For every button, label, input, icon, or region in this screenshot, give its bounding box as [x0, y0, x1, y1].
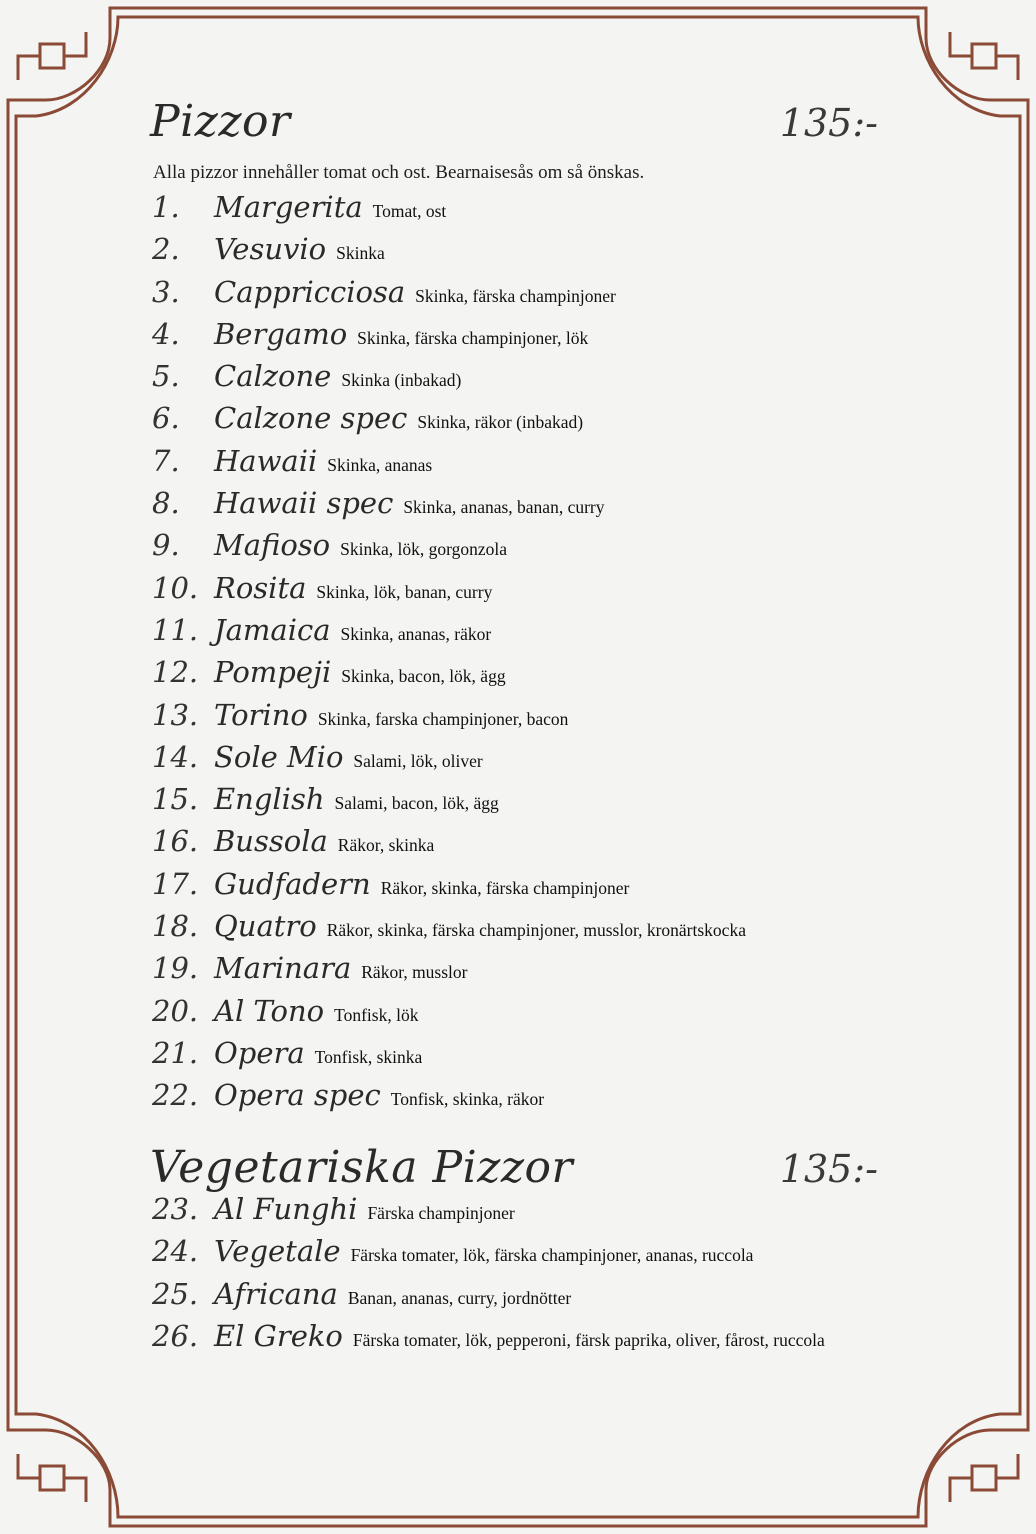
menu-item [152, 571, 912, 613]
item-name: Hawaii [214, 443, 318, 478]
item-number: 17. [152, 866, 199, 901]
item-number: 24. [152, 1234, 199, 1269]
item-number: 22. [152, 1078, 199, 1113]
item-name: Mafioso [214, 528, 331, 563]
item-description: Salami, lök, oliver [353, 750, 483, 771]
vegetariska-title: Vegetariska Pizzor [150, 1142, 574, 1193]
menu-item [152, 444, 912, 486]
item-name: Marinara [214, 951, 352, 986]
item-name: Sole Mio [214, 739, 344, 774]
item-name: Al Tono [214, 993, 325, 1028]
item-name: Pompeji [214, 655, 332, 690]
menu-item [152, 613, 912, 655]
item-description: Räkor, skinka, färska champinjoner [380, 877, 630, 898]
item-number: 25. [152, 1276, 199, 1311]
menu-item [152, 994, 912, 1036]
item-description: Skinka, lök, banan, curry [316, 581, 493, 602]
item-description: Räkor, musslor [361, 962, 468, 983]
item-description: Tonfisk, skinka [314, 1046, 423, 1067]
item-name: Calzone [214, 359, 332, 394]
menu-item [152, 698, 912, 740]
item-number: 12. [152, 655, 199, 690]
item-description: Skinka, färska champinjoner [415, 285, 616, 306]
item-description: Skinka, färska champinjoner, lök [357, 327, 589, 348]
item-description: Skinka, ananas, banan, curry [403, 497, 605, 518]
item-name: Quatro [214, 909, 317, 944]
item-name: Gudfadern [214, 866, 371, 901]
item-description: Tonfisk, skinka, räkor [390, 1089, 545, 1110]
item-name: Opera [214, 1035, 305, 1070]
item-number: 5. [152, 359, 180, 394]
menu-item [152, 740, 912, 782]
menu-item [152, 190, 912, 232]
item-name: Opera spec [214, 1078, 381, 1113]
menu-item [152, 655, 912, 697]
item-number: 10. [152, 570, 199, 605]
item-name: Bussola [214, 824, 328, 859]
item-description: Färska champinjoner [367, 1203, 515, 1223]
item-description: Salami, bacon, lök, ägg [334, 793, 499, 814]
menu-item [152, 1078, 912, 1120]
item-description: Skinka, farska champinjoner, bacon [317, 708, 569, 729]
vegetariska-header [150, 1142, 890, 1193]
item-description: Färska tomater, lök, pepperoni, färsk paprika, oliver, fårost, ruccola [352, 1329, 825, 1350]
item-name: Vesuvio [214, 232, 327, 267]
menu-item [152, 1319, 912, 1361]
item-description: Färska tomater, lök, färska champinjoner, ananas, ruccola [350, 1245, 754, 1266]
vegetarian-pizza-list [152, 1192, 912, 1361]
item-description: Skinka (inbakad) [341, 370, 462, 391]
item-number: 13. [152, 697, 199, 732]
item-description: Banan, ananas, curry, jordnötter [347, 1287, 572, 1308]
pizzor-header [150, 96, 890, 147]
pizzor-note: Alla pizzor innehåller tomat och ost. Bearnaisesås om så önskas. [153, 162, 645, 183]
menu-item [152, 1192, 912, 1234]
menu-item [152, 1234, 912, 1276]
item-number: 16. [152, 824, 199, 859]
item-description: Räkor, skinka, färska champinjoner, musslor, kronärtskocka [326, 920, 746, 941]
item-number: 11. [152, 612, 199, 647]
menu-item [152, 951, 912, 993]
item-name: Rosita [214, 570, 307, 605]
item-number: 3. [152, 274, 180, 309]
item-name: Jamaica [214, 612, 331, 647]
pizzor-title: Pizzor [150, 96, 291, 147]
item-name: Calzone spec [214, 401, 408, 436]
item-number: 6. [152, 401, 180, 436]
menu-item [152, 824, 912, 866]
menu-item [152, 1277, 912, 1319]
item-description: Räkor, skinka [337, 835, 435, 856]
item-description: Skinka, bacon, lök, ägg [341, 666, 506, 687]
item-name: Torino [214, 697, 308, 732]
item-name: Hawaii spec [214, 486, 394, 521]
item-number: 19. [152, 951, 199, 986]
item-name: Al Funghi [214, 1192, 358, 1226]
menu-item [152, 867, 912, 909]
item-name: Bergamo [214, 316, 348, 351]
item-number: 23. [152, 1192, 199, 1226]
item-number: 2. [152, 232, 180, 267]
item-number: 20. [152, 993, 199, 1028]
item-description: Skinka [336, 243, 385, 264]
pizzor-price: 135:- [779, 101, 878, 145]
item-description: Skinka, ananas [327, 454, 433, 475]
item-number: 14. [152, 739, 199, 774]
item-description: Skinka, räkor (inbakad) [417, 412, 584, 433]
menu-item [152, 359, 912, 401]
item-number: 1. [152, 190, 180, 224]
menu-item [152, 275, 912, 317]
item-name: Africana [214, 1276, 338, 1311]
menu-item [152, 317, 912, 359]
menu-item [152, 528, 912, 570]
item-name: Margerita [214, 190, 363, 224]
menu-item [152, 909, 912, 951]
menu-item [152, 1036, 912, 1078]
item-description: Tomat, ost [372, 201, 447, 221]
item-description: Tonfisk, lök [334, 1004, 419, 1025]
item-number: 15. [152, 782, 199, 817]
pizza-list [152, 190, 912, 1121]
item-name: Vegetale [214, 1234, 341, 1269]
menu-item [152, 486, 912, 528]
item-description: Skinka, lök, gorgonzola [340, 539, 508, 560]
item-name: El Greko [214, 1318, 343, 1353]
item-number: 8. [152, 486, 180, 521]
vegetariska-price: 135:- [779, 1147, 878, 1191]
item-description: Skinka, ananas, räkor [340, 623, 492, 644]
item-number: 9. [152, 528, 180, 563]
item-number: 26. [152, 1318, 199, 1353]
menu-item [152, 401, 912, 443]
menu-item [152, 232, 912, 274]
item-number: 18. [152, 909, 199, 944]
item-name: Cappricciosa [214, 274, 406, 309]
item-name: English [214, 782, 325, 817]
item-number: 21. [152, 1035, 199, 1070]
item-number: 7. [152, 443, 180, 478]
menu-item [152, 782, 912, 824]
item-number: 4. [152, 316, 180, 351]
